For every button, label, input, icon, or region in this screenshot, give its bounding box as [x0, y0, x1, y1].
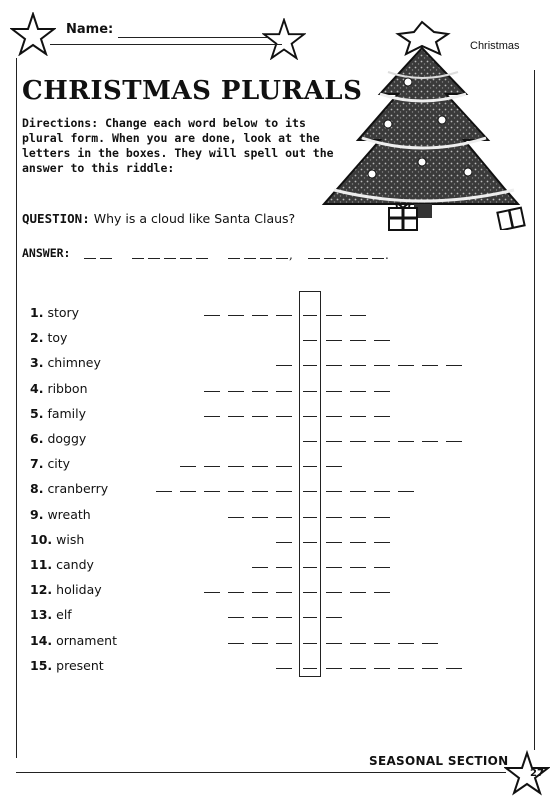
letter-blank[interactable]: [326, 416, 342, 417]
letter-blank[interactable]: [204, 466, 220, 467]
answer-blank[interactable]: [84, 258, 96, 259]
answer-blank[interactable]: [356, 258, 368, 259]
letter-blank[interactable]: [276, 315, 292, 316]
item-number: 10.: [30, 532, 53, 547]
question-label: QUESTION:: [22, 211, 90, 226]
letter-blank[interactable]: [446, 441, 462, 442]
item-word: family: [47, 406, 87, 421]
letter-blank[interactable]: [252, 592, 268, 593]
letter-blank[interactable]: [374, 567, 390, 568]
letter-blank[interactable]: [228, 391, 244, 392]
letter-blank[interactable]: [326, 491, 342, 492]
item-word: ornament: [56, 633, 117, 648]
page-title: CHRISTMAS PLURALS: [22, 76, 363, 106]
answer-blank[interactable]: [164, 258, 176, 259]
letter-blank[interactable]: [422, 668, 438, 669]
star-icon: [262, 18, 306, 60]
answer-blank[interactable]: [260, 258, 272, 259]
letter-blank[interactable]: [350, 592, 366, 593]
name-label: Name:: [66, 22, 114, 37]
answer-blank[interactable]: [196, 258, 208, 259]
answer-blank[interactable]: [324, 258, 336, 259]
letter-blank[interactable]: [422, 441, 438, 442]
item-number: 11.: [30, 557, 53, 572]
letter-blank[interactable]: [276, 466, 292, 467]
letter-blank[interactable]: [326, 542, 342, 543]
item-word: story: [47, 305, 80, 320]
item-word: present: [56, 658, 104, 673]
letter-blank[interactable]: [398, 491, 414, 492]
item-label: [30, 658, 104, 673]
letter-blank[interactable]: [252, 617, 268, 618]
letter-blank[interactable]: [276, 491, 292, 492]
letter-blank[interactable]: [228, 643, 244, 644]
item-label: [30, 406, 86, 421]
letter-blank[interactable]: [350, 441, 366, 442]
letter-blank[interactable]: [276, 592, 292, 593]
item-word: chimney: [47, 355, 101, 370]
footer-section: SEASONAL SECTION: [369, 754, 509, 768]
letter-blank[interactable]: [326, 643, 342, 644]
letter-blank[interactable]: [398, 441, 414, 442]
item-word: wish: [56, 532, 85, 547]
item-word: toy: [47, 330, 68, 345]
item-number: 13.: [30, 607, 53, 622]
frame-line: [16, 58, 17, 758]
answer-punctuation: ,: [289, 248, 293, 262]
letter-blank[interactable]: [204, 391, 220, 392]
question-text: Why is a cloud like Santa Claus?: [93, 211, 296, 226]
letter-blank[interactable]: [204, 315, 220, 316]
letter-blank[interactable]: [326, 391, 342, 392]
letter-blank[interactable]: [204, 592, 220, 593]
frame-line: [534, 70, 535, 750]
answer-blank[interactable]: [180, 258, 192, 259]
answer-blank[interactable]: [308, 258, 320, 259]
letter-blank[interactable]: [374, 416, 390, 417]
frame-line: [50, 44, 282, 45]
letter-blank[interactable]: [350, 416, 366, 417]
answer-blank[interactable]: [340, 258, 352, 259]
letter-blank[interactable]: [398, 643, 414, 644]
item-number: 3.: [30, 355, 44, 370]
letter-blank[interactable]: [374, 517, 390, 518]
letter-blank[interactable]: [276, 517, 292, 518]
letter-blank[interactable]: [374, 491, 390, 492]
letter-blank[interactable]: [326, 617, 342, 618]
item-word: candy: [56, 557, 94, 572]
letter-blank[interactable]: [350, 315, 366, 316]
letter-blank[interactable]: [252, 643, 268, 644]
letter-blank[interactable]: [398, 365, 414, 366]
letter-blank[interactable]: [446, 365, 462, 366]
letter-blank[interactable]: [398, 668, 414, 669]
item-number: 6.: [30, 431, 44, 446]
item-label: [30, 507, 91, 522]
letter-blank[interactable]: [252, 466, 268, 467]
item-word: wreath: [47, 507, 91, 522]
answer-punctuation: .: [385, 248, 389, 262]
letter-blank[interactable]: [422, 643, 438, 644]
letter-blank[interactable]: [350, 340, 366, 341]
letter-blank[interactable]: [180, 466, 196, 467]
letter-blank[interactable]: [228, 416, 244, 417]
letter-blank[interactable]: [252, 491, 268, 492]
item-label: [30, 431, 86, 446]
letter-blank[interactable]: [350, 365, 366, 366]
letter-blank[interactable]: [350, 668, 366, 669]
letter-blank[interactable]: [374, 441, 390, 442]
item-number: 15.: [30, 658, 53, 673]
star-icon: [10, 12, 56, 56]
letter-blank[interactable]: [276, 542, 292, 543]
letter-blank[interactable]: [374, 391, 390, 392]
item-number: 8.: [30, 481, 44, 496]
category-tag: Christmas: [470, 40, 520, 52]
item-word: city: [47, 456, 71, 471]
letter-blank[interactable]: [374, 542, 390, 543]
item-word: cranberry: [47, 481, 109, 496]
answer-blank[interactable]: [244, 258, 256, 259]
letter-blank[interactable]: [252, 315, 268, 316]
letter-blank[interactable]: [326, 365, 342, 366]
item-label: [30, 330, 67, 345]
letter-blank[interactable]: [156, 491, 172, 492]
answer-label: ANSWER:: [22, 246, 71, 260]
answer-blank[interactable]: [132, 258, 144, 259]
letter-blank[interactable]: [326, 517, 342, 518]
letter-blank[interactable]: [326, 668, 342, 669]
letter-blank[interactable]: [252, 517, 268, 518]
letter-blank[interactable]: [350, 491, 366, 492]
frame-line: [16, 772, 506, 773]
letter-blank[interactable]: [228, 491, 244, 492]
item-number: 12.: [30, 582, 53, 597]
letter-blank[interactable]: [276, 365, 292, 366]
item-label: [30, 633, 117, 648]
letter-blank[interactable]: [326, 466, 342, 467]
item-number: 9.: [30, 507, 44, 522]
letter-blank[interactable]: [350, 567, 366, 568]
directions-text: Directions: Change each word below to its plural form. When you are done, look at the letters in the boxes. They will spell out the answer to this riddle:: [22, 116, 334, 175]
letter-blank[interactable]: [276, 617, 292, 618]
letter-blank[interactable]: [374, 340, 390, 341]
letter-blank[interactable]: [326, 567, 342, 568]
name-field[interactable]: [118, 37, 268, 38]
answer-blank[interactable]: [372, 258, 384, 259]
item-label: [30, 557, 94, 572]
item-number: 7.: [30, 456, 44, 471]
letter-blank[interactable]: [252, 567, 268, 568]
question: [22, 211, 295, 226]
letter-blank[interactable]: [252, 416, 268, 417]
item-label: [30, 355, 101, 370]
letter-blank[interactable]: [350, 517, 366, 518]
letter-blank[interactable]: [374, 365, 390, 366]
gift-icon: [386, 200, 420, 232]
letter-blank[interactable]: [276, 391, 292, 392]
item-label: [30, 481, 108, 496]
letter-blank[interactable]: [228, 592, 244, 593]
letter-blank[interactable]: [228, 617, 244, 618]
item-label: [30, 607, 72, 622]
answer-blank[interactable]: [228, 258, 240, 259]
letter-blank[interactable]: [422, 365, 438, 366]
item-label: [30, 381, 88, 396]
item-word: doggy: [47, 431, 87, 446]
letter-blank[interactable]: [276, 643, 292, 644]
item-number: 2.: [30, 330, 44, 345]
item-word: elf: [56, 607, 72, 622]
letter-blank[interactable]: [326, 340, 342, 341]
letter-blank[interactable]: [326, 592, 342, 593]
letter-blank[interactable]: [204, 491, 220, 492]
gift-icon: [496, 204, 526, 230]
item-word: holiday: [56, 582, 102, 597]
answer-blank[interactable]: [100, 258, 112, 259]
letter-blank[interactable]: [350, 391, 366, 392]
letter-blank[interactable]: [204, 416, 220, 417]
answer-blank[interactable]: [276, 258, 288, 259]
letter-blank[interactable]: [180, 491, 196, 492]
answer-blank[interactable]: [148, 258, 160, 259]
letter-blank[interactable]: [228, 517, 244, 518]
item-number: 14.: [30, 633, 53, 648]
letter-blank[interactable]: [446, 668, 462, 669]
item-label: [30, 305, 79, 320]
letter-blank[interactable]: [252, 391, 268, 392]
letter-blank[interactable]: [374, 592, 390, 593]
letter-blank[interactable]: [228, 466, 244, 467]
letter-blank[interactable]: [276, 567, 292, 568]
letter-blank[interactable]: [276, 668, 292, 669]
letter-blank[interactable]: [374, 668, 390, 669]
item-number: 4.: [30, 381, 44, 396]
letter-blank[interactable]: [326, 315, 342, 316]
item-number: 5.: [30, 406, 44, 421]
item-label: [30, 582, 102, 597]
item-label: [30, 456, 70, 471]
letter-blank[interactable]: [326, 441, 342, 442]
letter-blank[interactable]: [350, 542, 366, 543]
answer-box-column[interactable]: [299, 291, 321, 677]
letter-blank[interactable]: [350, 643, 366, 644]
letter-blank[interactable]: [276, 416, 292, 417]
item-label: [30, 532, 84, 547]
letter-blank[interactable]: [228, 315, 244, 316]
letter-blank[interactable]: [374, 643, 390, 644]
page-number: 27: [530, 768, 544, 779]
item-word: ribbon: [47, 381, 88, 396]
item-number: 1.: [30, 305, 44, 320]
